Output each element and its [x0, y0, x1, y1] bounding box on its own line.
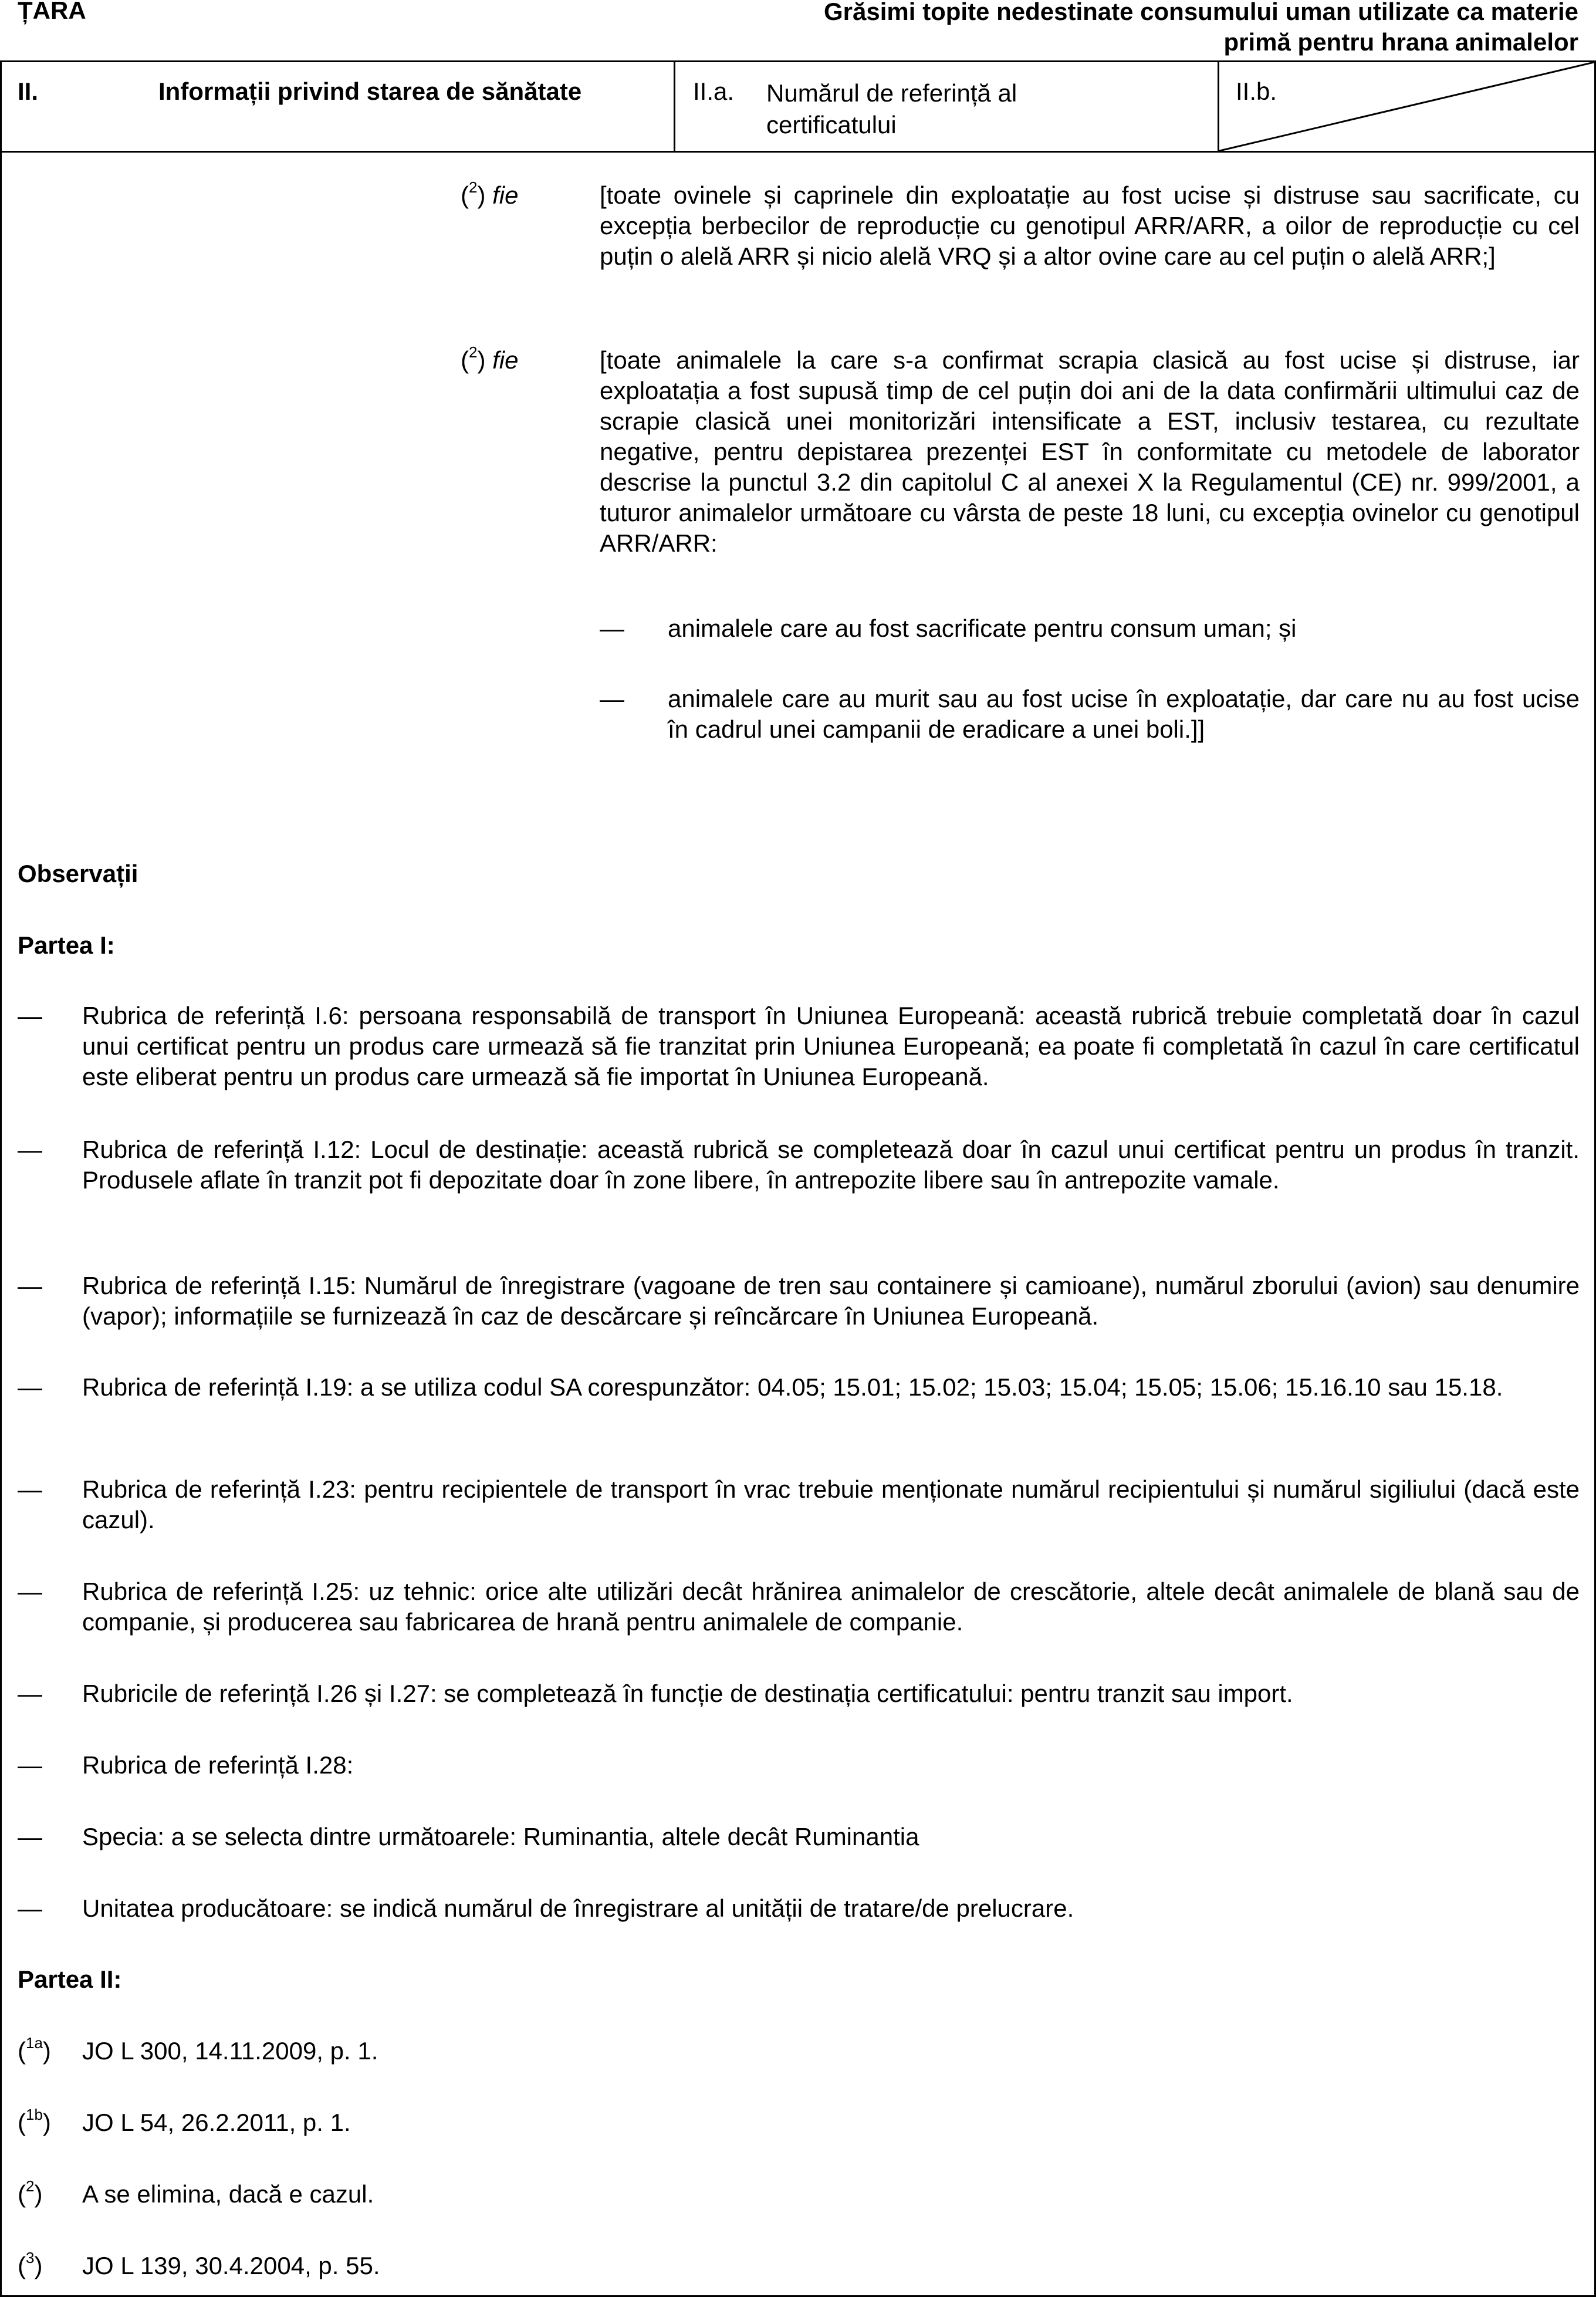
certificate-reference-cell: [675, 62, 1219, 151]
note-5-text: Rubrica de referință I.23: pentru recipientele de transport în vrac trebuie menționate numărul recipientului și numărul sigiliului (dacă este cazul).: [82, 1475, 1580, 1533]
note-8-text: Rubrica de referință I.28:: [82, 1751, 354, 1779]
sub-item-1-text: animalele care au fost sacrificate pentru consum uman; și: [668, 614, 1297, 642]
note-9-dash: —: [18, 1823, 42, 1850]
iib-label: II.b.: [1236, 77, 1277, 105]
section-header-table: [0, 60, 1596, 153]
footnote-1-mark: ($^{1a}$): [18, 2034, 51, 2065]
reference-text: Numărul de referință al certificatului: [766, 79, 1017, 139]
note-6-dash: —: [18, 1578, 42, 1605]
note-9-text: Specia: a se selecta dintre următoarele: Ruminantia, altele decât Ruminantia: [82, 1823, 919, 1850]
note-3-text: Rubrica de referință I.15: Numărul de înregistrare (vagoane de tren sau containere și camioane), numărul zborului (avion) sau denumire (vapor); informațiile se furnizează în caz de descărcare și reîncărcare în Uniunea Europeană.: [82, 1272, 1580, 1330]
note-10-dash: —: [18, 1894, 42, 1922]
sub-item-2-dash: —: [600, 685, 624, 712]
footnote-2-mark: ($^{1b}$): [18, 2106, 51, 2136]
section-number: II.: [18, 77, 39, 105]
note-7-dash: —: [18, 1680, 42, 1707]
diagonal-line: [1219, 62, 1594, 151]
country-label: ȚARA: [18, 0, 86, 24]
note-4-dash: —: [18, 1373, 42, 1401]
certificate-title: Grăsimi topite nedestinate consumului uman utilizate ca materie primă pentru hrana animalelor: [824, 0, 1578, 56]
part2-heading: Partea II:: [18, 1965, 122, 1993]
clause-2-text: [toate animalele la care s-a confirmat scrapia clasică au fost ucise și distruse, iar exploatația a fost supusă timp de cel puțin doi ani de la data confirmării ultimului caz de scrapie clasică unei monitorizări intensificate a EST, inclusiv testarea, cu rezultate negative, pentru depistarea prezenței EST în conformitate cu metodele de laborator descrise la punctul 3.2 din capitolul C al anexei X la Regulamentul (CE) nr. 999/2001, a tuturor animalelor următoare cu vârsta de peste 18 luni, cu excepția ovinelor cu genotipul ARR/ARR:: [600, 346, 1580, 557]
note-2-dash: —: [18, 1136, 42, 1163]
sub-item-2-text: animalele care au murit sau au fost ucise în exploatație, dar care nu au fost ucise în cadrul unei campanii de eradicare a unei boli.]]: [668, 685, 1580, 743]
sub-item-1-dash: —: [600, 614, 624, 642]
notes-heading: Observații: [18, 860, 138, 887]
page-header: [0, 0, 1596, 56]
note-4-text: Rubrica de referință I.19: a se utiliza codul SA corespunzător: 04.05; 15.01; 15.02; 15.03; 15.04; 15.05; 15.06; 15.16.10 sau 15.18.: [82, 1373, 1503, 1401]
footnote-4-text: JO L 139, 30.4.2004, p. 55.: [82, 2252, 380, 2279]
note-1-text: Rubrica de referință I.6: persoana responsabilă de transport în Uniunea Europeană: această rubrică trebuie completată doar în cazul unui certificat pentru un produs care urmează să fie tranzitat prin Uniunea Europeană; ea poate fi completată în cazul în care certificatul este eliberat pentru un produs care urmează să fie importat în Uniunea Europeană.: [82, 1002, 1580, 1090]
footnote-3-mark: ($^2$): [18, 2177, 43, 2208]
footnote-3-text: A se elimina, dacă e cazul.: [82, 2180, 374, 2208]
note-10-text: Unitatea producătoare: se indică numărul de înregistrare al unității de tratare/de prelucrare.: [82, 1894, 1074, 1922]
section-title: Informații privind starea de sănătate: [158, 77, 582, 105]
clause-1-marker: ($^2$) fie: [461, 178, 519, 209]
note-7-text: Rubricile de referință I.26 și I.27: se completează în funcție de destinația certificatului: pentru tranzit sau import.: [82, 1680, 1293, 1707]
reference-label: II.a.: [693, 77, 735, 105]
note-1-dash: —: [18, 1002, 42, 1029]
footnote-4-mark: ($^3$): [18, 2249, 43, 2279]
clause-2-marker: ($^2$) fie: [461, 343, 519, 374]
clause-1-text: [toate ovinele și caprinele din exploatație au fost ucise și distruse sau sacrificate, cu excepția berbecilor de reproducție cu genotipul ARR/ARR, a oilor de reproducție cu cel puțin o alelă ARR și nicio alelă VRQ și a altor ovine care au cel puțin o alelă ARR;]: [600, 181, 1580, 270]
note-3-dash: —: [18, 1272, 42, 1299]
footnote-1-text: JO L 300, 14.11.2009, p. 1.: [82, 2037, 378, 2065]
section-title-cell: [2, 62, 675, 151]
iib-cell: [1219, 62, 1594, 151]
note-2-text: Rubrica de referință I.12: Locul de destinație: această rubrică se completează doar în cazul unui certificat pentru un produs în tranzit. Produsele aflate în tranzit pot fi depozitate doar în zone libere, în antrepozite libere sau în antrepozite vamale.: [82, 1136, 1580, 1194]
part1-heading: Partea I:: [18, 931, 115, 959]
footnote-2-text: JO L 54, 26.2.2011, p. 1.: [82, 2109, 351, 2136]
note-5-dash: —: [18, 1475, 42, 1503]
note-6-text: Rubrica de referință I.25: uz tehnic: orice alte utilizări decât hrănirea animalelor de crescătorie, altele decât animalele de blană sau de companie, și producerea sau fabricarea de hrană pentru animalele de companie.: [82, 1578, 1580, 1636]
note-8-dash: —: [18, 1751, 42, 1779]
